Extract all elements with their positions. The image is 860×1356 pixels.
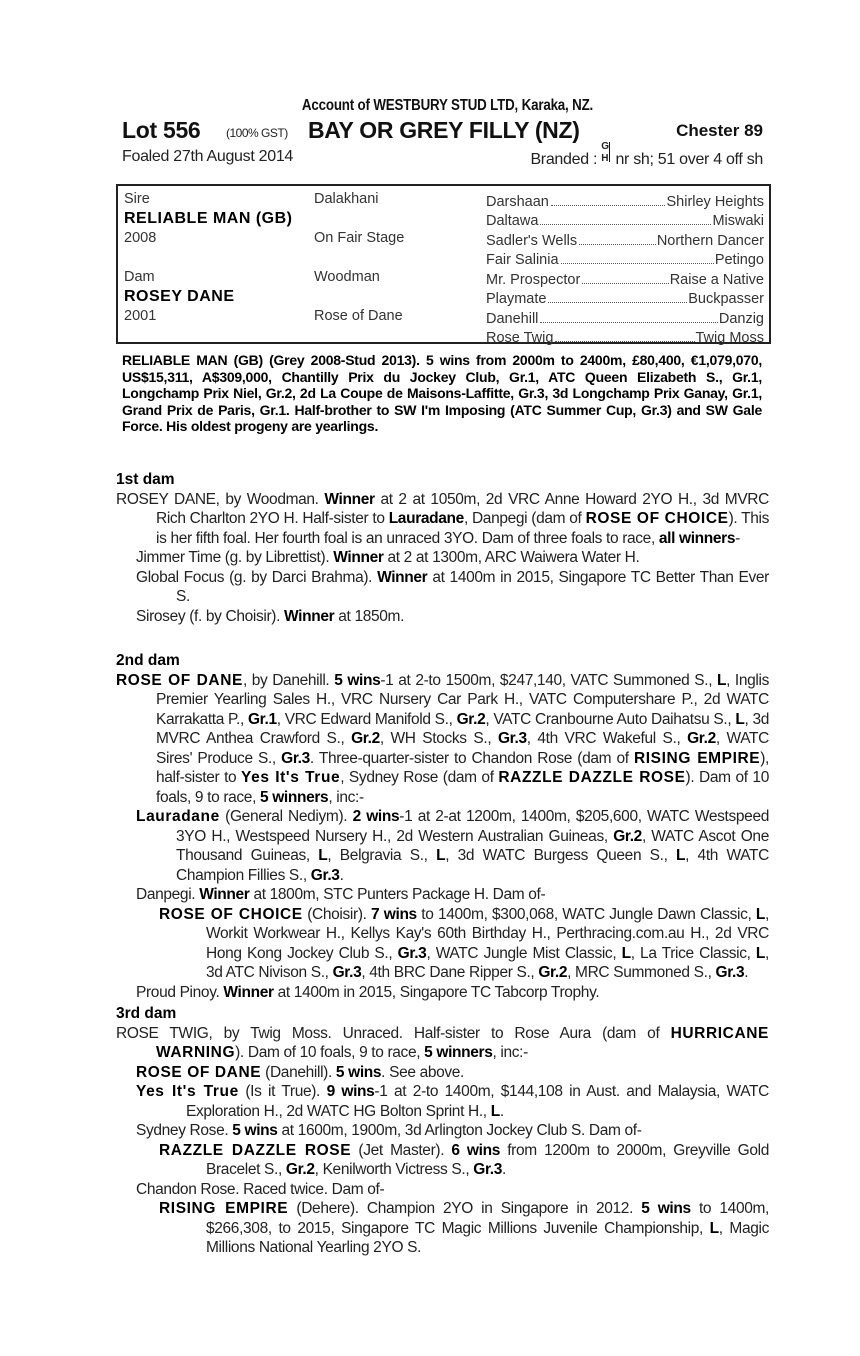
brand-description [530,141,763,169]
black-type-horse: RAZZLE DAZZLE ROSE [498,769,686,786]
grandparent-name: Rose Twig [486,330,554,346]
foal-entry [116,607,769,627]
text: , WATC Sires' Produce S., [156,730,769,767]
text: , by Danehill. [242,671,335,689]
text: (Is it True). [238,1083,327,1100]
race-grade: Gr.3 [310,866,340,884]
race-grade: L [735,710,745,728]
race-grade: Gr.3 [473,1161,503,1178]
text: , Sydney Rose (dam of [340,769,499,786]
race-grade: L [436,847,446,864]
grandparent-row [486,307,764,327]
dot-leader [540,223,711,225]
text: , Belgravia S., [327,847,437,864]
section-heading: 2nd dam [116,652,180,669]
dam-name: ROSEY DANE [124,287,235,305]
grandparent-name: Playmate [486,291,547,307]
text: , Danpegi (dam of [463,510,586,527]
grandparent-name: Danehill [486,310,539,327]
highlight: Winner [324,490,375,508]
grandparent-row [486,229,764,249]
brand-mark-top: G [601,141,609,152]
great-grandparent-name: Twig Moss [695,330,764,346]
text: at 1850m. [334,607,405,625]
grandparent-row [486,327,764,347]
pedigree-row-spacer [124,249,484,269]
race-grade: Gr.2 [613,827,642,845]
text: to 1400m, $300,068, WATC Jungle Dawn Classic, [416,905,756,923]
race-grade: Gr.2 [285,1161,315,1178]
race-grade: L [717,671,727,689]
text: ), half-sister to [156,749,769,786]
text: Danpegi. [136,886,200,903]
text: at 1400m in 2015, Singapore TC Tabcorp Trophy. [273,983,600,1001]
dam-label: Dam [124,269,155,285]
text: at 2 at 1300m, ARC Waiwera Water H. [383,549,640,566]
race-grade: L [709,1219,719,1237]
text: -1 at 2-at 1200m, 1400m, $205,600, WATC Westspeed 3YO H., Westspeed Nursery H., 2d Western Australian Guineas, [176,808,769,845]
highlight: Lauradane [388,510,464,527]
text: . [339,866,344,884]
branded-suffix: nr sh; 51 over 4 off sh [615,151,763,168]
dot-leader [551,204,666,206]
highlight: Winner [199,886,250,903]
highlight: 5 wins [232,1122,278,1139]
highlight: 5 winners [259,788,329,806]
black-type-horse: ROSE OF DANE [136,1063,262,1081]
text: -1 at 2-to 1500m, $247,140, VATC Summoned S., [380,671,718,689]
lot-title-line [116,117,773,143]
highlight: 5 winners [424,1044,493,1061]
text: Global Focus (g. by Darci Brahma). [136,568,378,586]
great-grandparent-name: Northern Dancer [656,232,764,249]
text: ). Dam of 10 foals, 9 to race, [235,1044,425,1061]
race-grade: Gr.2 [687,730,716,747]
pedigree-row [124,210,484,230]
brand-mark-icon [601,141,611,166]
highlight: Winner [284,607,335,625]
grandparent-row [486,288,764,308]
race-grade: L [676,847,686,864]
great-grandparent-name: Buckpasser [688,291,764,307]
text: Chandon Rose. Raced twice. Dam of- [136,1180,385,1198]
dam-year: 2001 [124,308,157,324]
grandparent-name: Daltawa [486,213,539,229]
grandparent-name: Sadler's Wells [486,232,578,249]
text: at 1600m, 1900m, 3d Arlington Jockey Club S. Dam of- [277,1122,642,1139]
text: ). Dam of 10 foals, 9 to race, [156,769,769,806]
dam-description [116,490,769,549]
text: ). This is her fifth foal. Her fourth foal is an unraced 3YO. Dam of three foals to race, [156,510,769,547]
black-type-horse: ROSE OF CHOICE [159,905,303,923]
text: , 3d ATC Nivison S., [206,944,770,981]
black-type-horse: Yes It's True [241,769,341,786]
black-type-horse: ROSE OF CHOICE [585,510,729,527]
black-type-horse: Yes It's True [136,1083,239,1100]
race-grade: Gr.3 [715,964,745,981]
black-type-horse: RISING EMPIRE [159,1200,289,1217]
grandparent-name: Fair Salinia [486,252,559,268]
pedigree-table [116,184,771,344]
progeny-entry [116,1121,769,1141]
race-grade: Gr.3 [332,964,362,981]
sire-dam: On Fair Stage [314,230,405,246]
highlight: Winner [333,549,384,566]
sire-summary: RELIABLE MAN (GB) (Grey 2008-Stud 2013). 5 wins from 2000m to 2400m, £80,400, €1,079,070, US$15,311, A$309,000, Chantilly Prix du Jockey Club, Gr.1, ATC Queen Elizabeth S., Gr.1, Longchamp Prix Niel, Gr.2, 2d La Coupe de Maisons-Laffitte, Gr.3, 3d Longchamp Prix Ganay, Gr.1, Grand Prix de Paris, Gr.1. Half-brother to SW I'm Imposing (ATC Summer Cup, Gr.3) and SW Gale Force. His oldest progeny are yearlings. [122,352,762,434]
great-grandparent-name: Shirley Heights [666,193,764,210]
foal-entry [116,568,769,607]
branded-prefix: Branded : [530,151,598,168]
vendor-account: Account of WESTBURY STUD LTD, Karaka, NZ. [301,97,594,114]
sire-name: RELIABLE MAN (GB) [124,209,293,227]
pedigree-row [124,288,484,308]
dot-leader [561,262,714,264]
third-dam-section [116,1004,769,1258]
text: , MRC Summoned S., [567,964,716,981]
dam-sire: Woodman [314,269,380,285]
highlight: 9 wins [326,1083,375,1100]
progeny-entry [116,1063,769,1083]
progeny-entry [116,983,769,1003]
text: , inc:- [328,788,364,806]
text: (Choisir). [302,905,372,923]
grandparent-name: Darshaan [486,193,549,210]
highlight: 2 wins [352,808,400,825]
race-grade: L [318,847,328,864]
text: , 4th VRC Wakeful S., [526,730,688,747]
brand-mark-bottom: H [601,153,609,164]
sire-year: 2008 [124,230,157,246]
grandparent-row [486,190,764,210]
progeny-entry [116,885,769,905]
text: . [499,1102,504,1120]
race-grade: Gr.2 [351,730,380,747]
race-grade: Gr.3 [397,944,427,962]
sire-label: Sire [124,191,150,207]
text: . [744,964,749,981]
text: , 3d MVRC Anthea Crawford S., [156,710,769,747]
dot-leader [582,282,668,284]
highlight: Winner [223,983,274,1001]
foal-entry [116,548,769,568]
grandparent-row [486,268,764,288]
text: . [502,1161,506,1178]
text: , Inglis Premier Yearling Sales H., VRC Nursery Car Park H., VATC Computershare P., 2d WATC Karrakatta P., [156,671,770,728]
dot-leader [579,243,656,245]
lot-number: Lot 556 [122,117,201,143]
text: ROSE TWIG, by Twig Moss. Unraced. Half-sister to Rose Aura (dam of [116,1024,671,1042]
text: -1 at 2-to 1400m, $144,108 in Aust. and Malaysia, WATC Exploration H., 2d WATC HG Bolton Sprint H., [186,1083,770,1120]
dam-description [116,671,769,808]
grandparent-row [486,210,764,230]
brand-mark-bar [609,142,610,162]
text: . See above. [381,1063,465,1081]
text: at 1800m, STC Punters Package H. Dam of- [249,886,546,903]
text: ROSEY DANE, by Woodman. [116,490,325,508]
great-grandparent-name: Danzig [718,310,764,327]
catalog-reference: Chester 89 [676,121,763,140]
text: , WH Stocks S., [379,730,498,747]
text: , VATC Cranbourne Auto Daihatsu S., [485,710,736,728]
highlight: 5 wins [641,1200,691,1217]
progeny-entry [116,1082,769,1121]
text: - [735,529,740,547]
great-grandparent-name: Raise a Native [669,271,764,288]
text: (Dehere). Champion 2YO in Singapore in 2012. [288,1200,642,1217]
pedigree-row [124,229,484,249]
text: , VRC Edward Manifold S., [276,710,457,728]
highlight: 6 wins [451,1141,500,1159]
black-type-horse: RAZZLE DAZZLE ROSE [159,1141,352,1159]
text: (Jet Master). [351,1141,452,1159]
text: , 4th BRC Dane Ripper S., [361,964,539,981]
dot-leader [548,301,687,303]
text: at 1400m in 2015, Singapore TC Better Than Ever S. [176,568,769,605]
great-grandparent-name: Miswaki [712,213,764,229]
text: , 3d WATC Burgess Queen S., [445,847,677,864]
dot-leader [540,321,717,323]
great-grandparent-name: Petingo [714,252,764,268]
text: (General Nediym). [219,808,353,825]
text: , inc:- [492,1044,528,1061]
second-dam-section [116,651,769,1002]
pedigree-parents [124,190,484,327]
grandparent-row [486,249,764,269]
section-heading: 3rd dam [116,1005,177,1022]
race-grade: Gr.3 [281,749,310,767]
pedigree-row [124,190,484,210]
foaled-branded-line [116,141,773,172]
highlight: all winners [658,529,736,547]
text: , WATC Ascot One Thousand Guineas, [176,827,769,864]
highlight: 7 wins [371,905,417,923]
foaled-date: Foaled 27th August 2014 [122,148,294,165]
grandparent-name: Mr. Prospector [486,271,581,288]
sire-sire: Dalakhani [314,191,379,207]
text: Sydney Rose. [136,1122,233,1139]
progeny-entry [116,807,769,885]
horse-title: BAY OR GREY FILLY (NZ) [308,117,580,143]
dot-leader [555,340,694,342]
text: , WATC Jungle Mist Classic, [426,944,622,962]
text: (Danehill). [261,1063,336,1081]
dam-description [116,1024,769,1063]
race-grade: L [755,905,766,923]
race-grade: L [490,1102,500,1120]
dam-dam: Rose of Dane [314,308,403,324]
black-type-horse: HURRICANE WARNING [156,1024,769,1061]
race-grade: Gr.2 [538,964,568,981]
race-grade: Gr.1 [247,710,277,728]
text: , Workit Workwear H., Kellys Kay's 60th Birthday H., Perthracing.com.au H., 2d VRC Hong Kong Jockey Club S., [206,905,769,962]
text: . Three-quarter-sister to Chandon Rose (dam of [309,749,634,767]
race-grade: Gr.3 [497,730,527,747]
text: , Magic Millions National Yearling 2YO S. [206,1219,769,1256]
black-type-horse: Lauradane [136,808,220,825]
pedigree-row [124,268,484,288]
highlight: 5 wins [334,671,381,689]
text: Proud Pinoy. [136,983,224,1001]
race-grade: Gr.2 [456,710,486,728]
text: , Kenilworth Victress S., [314,1161,474,1178]
first-dam-section [116,470,769,626]
grand-progeny-entry [116,905,769,983]
race-grade: L [621,944,631,962]
pedigree-grandparents [486,190,764,346]
race-grade: L [755,944,766,962]
text: , 4th WATC Champion Fillies S., [176,847,769,884]
highlight: 5 wins [335,1063,382,1081]
section-heading: 1st dam [116,471,175,488]
text: to 1400m, $266,308, to 2015, Singapore TC Magic Millions Juvenile Championship, [206,1200,769,1237]
grand-progeny-entry [116,1141,769,1180]
highlight: Winner [377,568,428,586]
pedigree-row [124,307,484,327]
text: Jimmer Time (g. by Librettist). [136,549,334,566]
gst-note: (100% GST) [226,126,288,140]
black-type-horse: ROSE OF DANE [116,671,243,689]
text: at 2 at 1050m, 2d VRC Anne Howard 2YO H., 3d MVRC Rich Charlton 2YO H. Half-sister to [156,490,769,527]
black-type-horse: RISING EMPIRE [633,749,761,767]
grand-progeny-entry [116,1199,769,1258]
text: Sirosey (f. by Choisir). [136,607,285,625]
catalogue-page [116,96,773,1256]
text: from 1200m to 2000m, Greyville Gold Bracelet S., [206,1141,769,1178]
text: , La Trice Classic, [630,944,756,962]
progeny-entry [116,1180,769,1200]
